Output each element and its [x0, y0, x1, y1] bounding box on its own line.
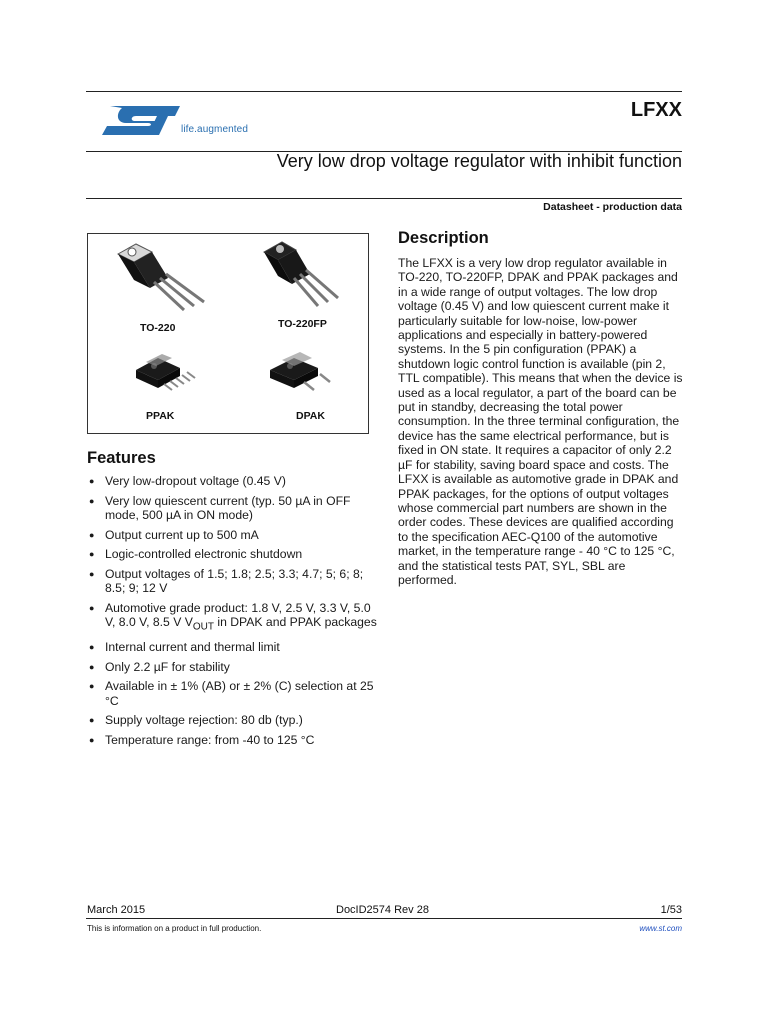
dpak-package-icon [266, 350, 350, 398]
bullet-icon: ● [89, 661, 95, 672]
list-item: ● Output voltages of 1.5; 1.8; 2.5; 3.3; 4.7; 5; 6; 8; 8.5; 9; 12 V [89, 566, 364, 596]
bullet-icon: ● [89, 681, 95, 692]
features-heading: Features [87, 449, 156, 467]
page-title: Very low drop voltage regulator with inhibit function [276, 151, 682, 171]
footer-doc-id: DocID2574 Rev 28 [336, 904, 429, 916]
list-item: ● Temperature range: from -40 to 125 °C [89, 733, 315, 747]
list-item: ● Only 2.2 µF for stability [89, 659, 230, 674]
document-type: Datasheet - production data [543, 201, 682, 213]
list-item: ● Internal current and thermal limit [89, 640, 280, 655]
package-label-to220: TO-220 [140, 322, 176, 334]
description-heading: Description [398, 229, 489, 247]
bullet-icon: ● [89, 529, 95, 540]
list-item: ● Very low quiescent current (typ. 50 µA in OFF mode, 500 µA in ON mode) [89, 493, 351, 522]
package-label-to220fp: TO-220FP [278, 318, 327, 330]
features-list [87, 474, 377, 753]
part-number: LFXX [630, 99, 682, 121]
footer-page-number: 1/53 [660, 904, 682, 916]
list-item: ● Supply voltage rejection: 80 db (typ.) [89, 713, 303, 728]
bullet-icon: ● [89, 602, 95, 613]
logo-tagline: life.augmented [181, 124, 249, 135]
to220-package-icon [108, 238, 218, 318]
subtitle-rule [86, 198, 682, 199]
footer-website-link[interactable]: www.st.com [639, 924, 682, 933]
top-rule [86, 91, 682, 92]
list-item: ● Output current up to 500 mA [89, 527, 259, 542]
list-item: ● Logic-controlled electronic shutdown [89, 547, 303, 562]
footer-date: March 2015 [87, 904, 146, 916]
package-label-dpak: DPAK [296, 410, 325, 422]
list-item: ● Available in ± 1% (AB) or ± 2% (C) selection at 25 °C [89, 679, 374, 708]
package-label-ppak: PPAK [146, 410, 175, 422]
footer-production-note: This is information on a product in full production. [87, 924, 262, 933]
bullet-icon: ● [89, 476, 95, 486]
bullet-icon: ● [89, 495, 95, 506]
description-body: The LFXX is a very low drop regulator available in TO-220, TO-220FP, DPAK and PPAK packages and in a wide range of output voltages. The low drop voltage (0.45 V) and low quiescent current make it particularly suitable for low-noise, low-power applications and especially in battery-powered systems. In the 5 pin configuration (PPAK) a shutdown logic control function is available (pin 2, TTL compatible). This means that when the device is used as a local regulator, a part of the board can be put in standby, decreasing the total power consumption. In the three terminal configuration, the device has the same electrical performance, but is fixed in ON state. It requires a capacitor of only 2.2 µF for stability, saving board space and costs. The LFXX is available as automotive grade in DPAK and PPAK packages, for the options of output voltages whose commercial part numbers are shown in the order codes. These devices are qualified according to the specification AEC-Q100 of the automotive market, in the temperature range - 40 °C to 125 °C, and the statistical tests PAT, SYL, SBL are performed. [398, 256, 683, 587]
list-item: ● Very low-dropout voltage (0.45 V) [89, 474, 286, 488]
bullet-icon: ● [89, 549, 95, 560]
footer-rule [86, 918, 682, 919]
package-figure [87, 233, 369, 434]
bullet-icon: ● [89, 642, 95, 653]
ppak-package-icon [132, 352, 212, 398]
list-item: ● Automotive grade product: 1.8 V, 2.5 V, 3.3 V, 5.0 V, 8.0 V, 8.5 V $V_{OUT}$ in DPAK and PPAK packages [89, 600, 377, 633]
bullet-icon: ● [89, 735, 95, 745]
bullet-icon: ● [89, 568, 95, 579]
bullet-icon: ● [89, 715, 95, 726]
to220fp-package-icon [256, 236, 356, 316]
